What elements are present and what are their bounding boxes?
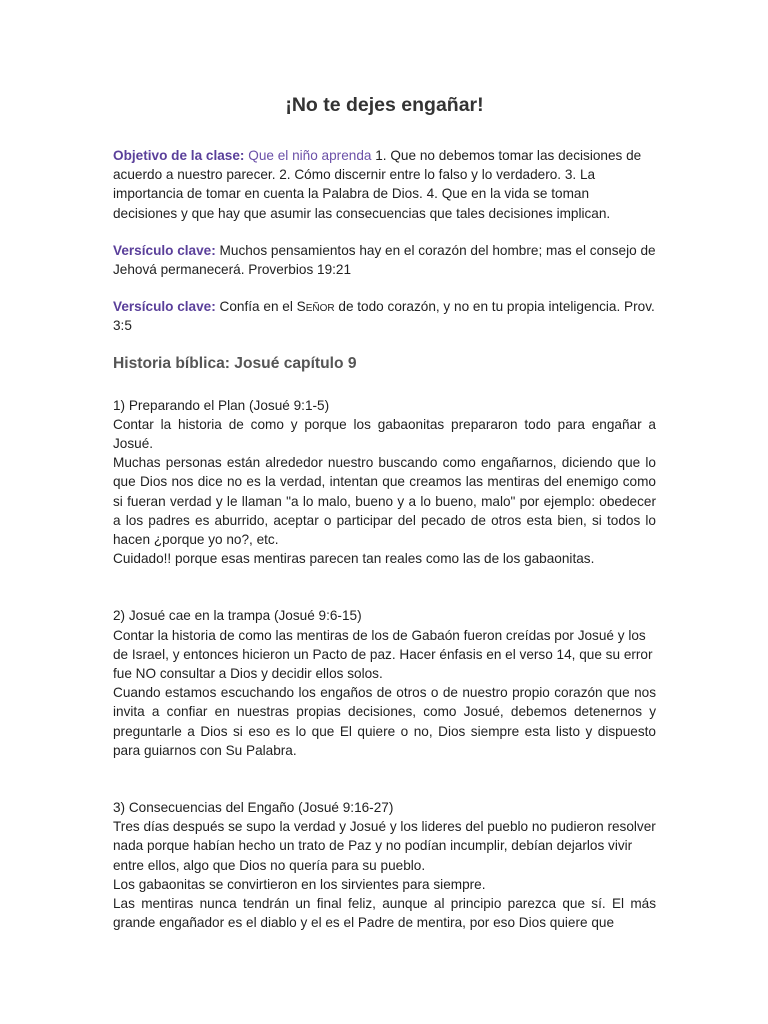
objective-text: 1. Que no debemos tomar las decisiones de acuerdo a nuestro parecer. 2. Cómo discernir entre lo falso y lo verdadero. 3. La importancia de tomar en cuenta la Palabra de Dios. 4. Que en la vida se toman decisiones y que hay que asumir las consecuencias que tales decisiones implican. <box>113 148 642 221</box>
story-heading: Historia bíblica: Josué capítulo 9 <box>113 354 357 372</box>
section-3 <box>113 798 656 932</box>
section-3-title: 3) Consecuencias del Engaño (Josué 9:16-27) <box>113 800 394 816</box>
key-verse-1 <box>113 241 656 279</box>
key-verse-2-label: Versículo clave: <box>113 299 216 315</box>
key-verse-2-text-before: Confía en el <box>215 299 297 315</box>
section-1 <box>113 396 656 569</box>
section-2-title: 2) Josué cae en la trampa (Josué 9:6-15) <box>113 608 362 624</box>
section-1-paragraph-1: Contar la historia de como y porque los gabaonitas prepararon todo para engañar a Josué. <box>113 416 656 452</box>
section-3-paragraph-3: Las mentiras nunca tendrán un final feliz, aunque al principio parezca que sí. El más grande engañador es el diablo y el es el Padre de mentira, por eso Dios quiere que <box>113 896 656 931</box>
page-title: ¡No te dejes engañar! <box>285 94 484 116</box>
objective-lead: Que el niño aprenda <box>248 148 372 163</box>
section-1-paragraph-3: Cuidado!! porque esas mentiras parecen tan reales como las de los gabaonitas. <box>113 551 595 567</box>
key-verse-2-lord: Señor <box>296 299 335 315</box>
section-2-paragraph-1: Contar la historia de como las mentiras de los de Gabaón fueron creídas por Josué y los de Israel, y entonces hicieron un Pacto de paz. Hacer énfasis en el verso 14, que su error fue NO consultar a Dios y decidir ellos solos. <box>113 627 653 682</box>
key-verse-2-text-after: de todo corazón, y no en tu propia inteligencia. Prov. 3:5 <box>113 299 655 334</box>
section-2 <box>113 606 656 760</box>
key-verse-2 <box>113 297 656 335</box>
section-1-title: 1) Preparando el Plan (Josué 9:1-5) <box>113 397 330 413</box>
section-2-paragraph-2: Cuando estamos escuchando los engaños de otros o de nuestro propio corazón que nos invita a confiar en nuestras propias decisiones, como Josué, debemos detenernos y preguntarle a Dios si eso es lo que El quiere o no, Dios siempre esta listo y dispuesto para guiarnos con Su Palabra. <box>113 685 656 758</box>
key-verse-1-label: Versículo clave: <box>113 242 216 258</box>
objective-label: Objetivo de la clase: <box>113 148 245 163</box>
objective-paragraph <box>113 146 656 223</box>
key-verse-1-text: Muchos pensamientos hay en el corazón del hombre; mas el consejo de Jehová permanecerá. Proverbios 19:21 <box>113 242 656 278</box>
section-3-paragraph-2: Los gabaonitas se convirtieron en los sirvientes para siempre. <box>113 876 486 892</box>
section-3-paragraph-1: Tres días después se supo la verdad y Josué y los lideres del pueblo no pudieron resolver nada porque habían hecho un trato de Paz y no podían incumplir, debían dejarlos vivir entre ellos, algo que Dios no quería para su pueblo. <box>113 819 656 873</box>
section-1-paragraph-2: Muchas personas están alrededor nuestro buscando como engañarnos, diciendo que lo que Dios nos dice no es la verdad, intentan que creamos las mentiras del enemigo como si fueran verdad y le llaman "a lo malo, bueno y a lo bueno, malo" por ejemplo: obedecer a los padres es aburrido, aceptar o participar del pecado de otros esta bien, si todos lo hacen ¿porque yo no?, etc. <box>113 455 656 548</box>
